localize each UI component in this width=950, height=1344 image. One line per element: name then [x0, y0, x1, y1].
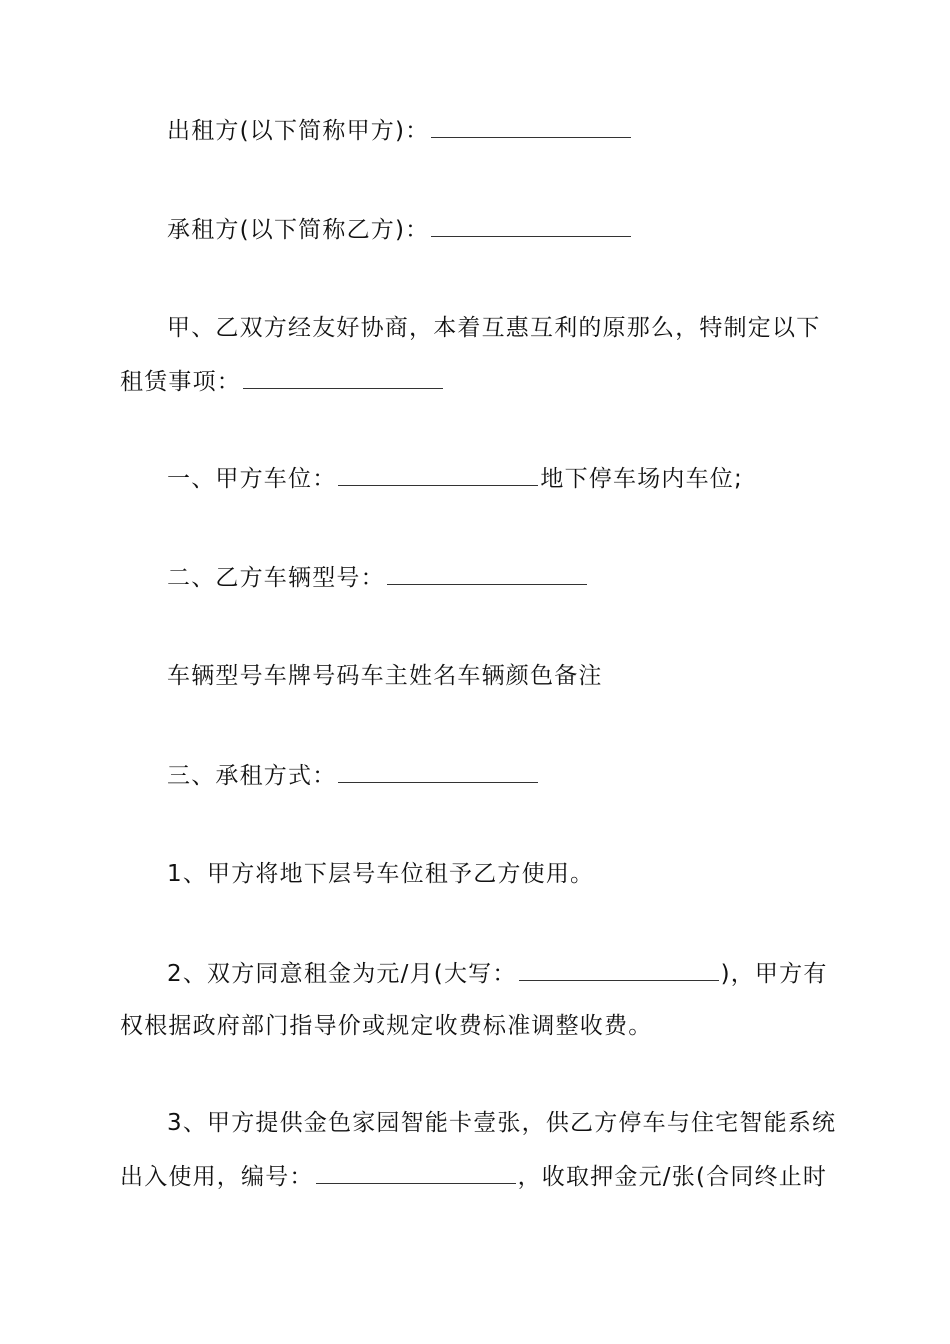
lessor-blank	[431, 115, 631, 138]
lessee-blank	[431, 214, 631, 237]
vehicle-table-header: 车辆型号车牌号码车主姓名车辆颜色备注	[167, 663, 603, 689]
lessor-line	[167, 115, 633, 146]
intro-blank	[243, 366, 443, 389]
item1-line	[167, 463, 743, 494]
item3-blank	[338, 760, 538, 783]
intro-text-1: 甲、乙双方经友好协商，本着互惠互利的原那么，特制定以下	[167, 315, 821, 341]
clause2-suffix: )，甲方有	[720, 961, 828, 987]
clause3-line-2	[120, 1161, 827, 1192]
item3-line	[167, 760, 540, 791]
clause3-suffix: ，收取押金元/张(合同终止时	[517, 1164, 828, 1190]
item1-label: 一、甲方车位：	[167, 466, 337, 492]
intro-text-2: 租赁事项：	[120, 369, 241, 395]
intro-line-2	[120, 366, 445, 397]
clause1-text: 1、甲方将地下层号车位租予乙方使用。	[167, 861, 595, 887]
clause2-line-1	[167, 958, 828, 989]
clause1-line	[167, 859, 594, 889]
intro-line-1	[167, 313, 820, 343]
lessor-label: 出租方(以下简称甲方)：	[167, 118, 430, 144]
clause3-prefix: 出入使用，编号：	[120, 1164, 314, 1190]
clause2-text-2: 权根据政府部门指导价或规定收费标准调整收费。	[120, 1013, 653, 1039]
clause2-blank	[519, 958, 719, 981]
item1-blank	[338, 463, 538, 486]
lessee-label: 承租方(以下简称乙方)：	[167, 217, 430, 243]
clause2-prefix: 2、双方同意租金为元/月(大写：	[167, 961, 517, 987]
item3-label: 三、承租方式：	[167, 763, 337, 789]
item2-line	[167, 562, 589, 593]
lessee-line	[167, 214, 633, 245]
item2-label: 二、乙方车辆型号：	[167, 565, 385, 591]
item1-suffix: 地下停车场内车位;	[540, 466, 743, 492]
clause3-line-1	[167, 1108, 836, 1138]
vehicle-table-header-line	[167, 661, 603, 691]
clause2-line-2	[120, 1011, 652, 1041]
clause3-blank	[316, 1161, 516, 1184]
item2-blank	[387, 562, 587, 585]
clause3-text-1: 3、甲方提供金色家园智能卡壹张，供乙方停车与住宅智能系统	[167, 1110, 837, 1136]
